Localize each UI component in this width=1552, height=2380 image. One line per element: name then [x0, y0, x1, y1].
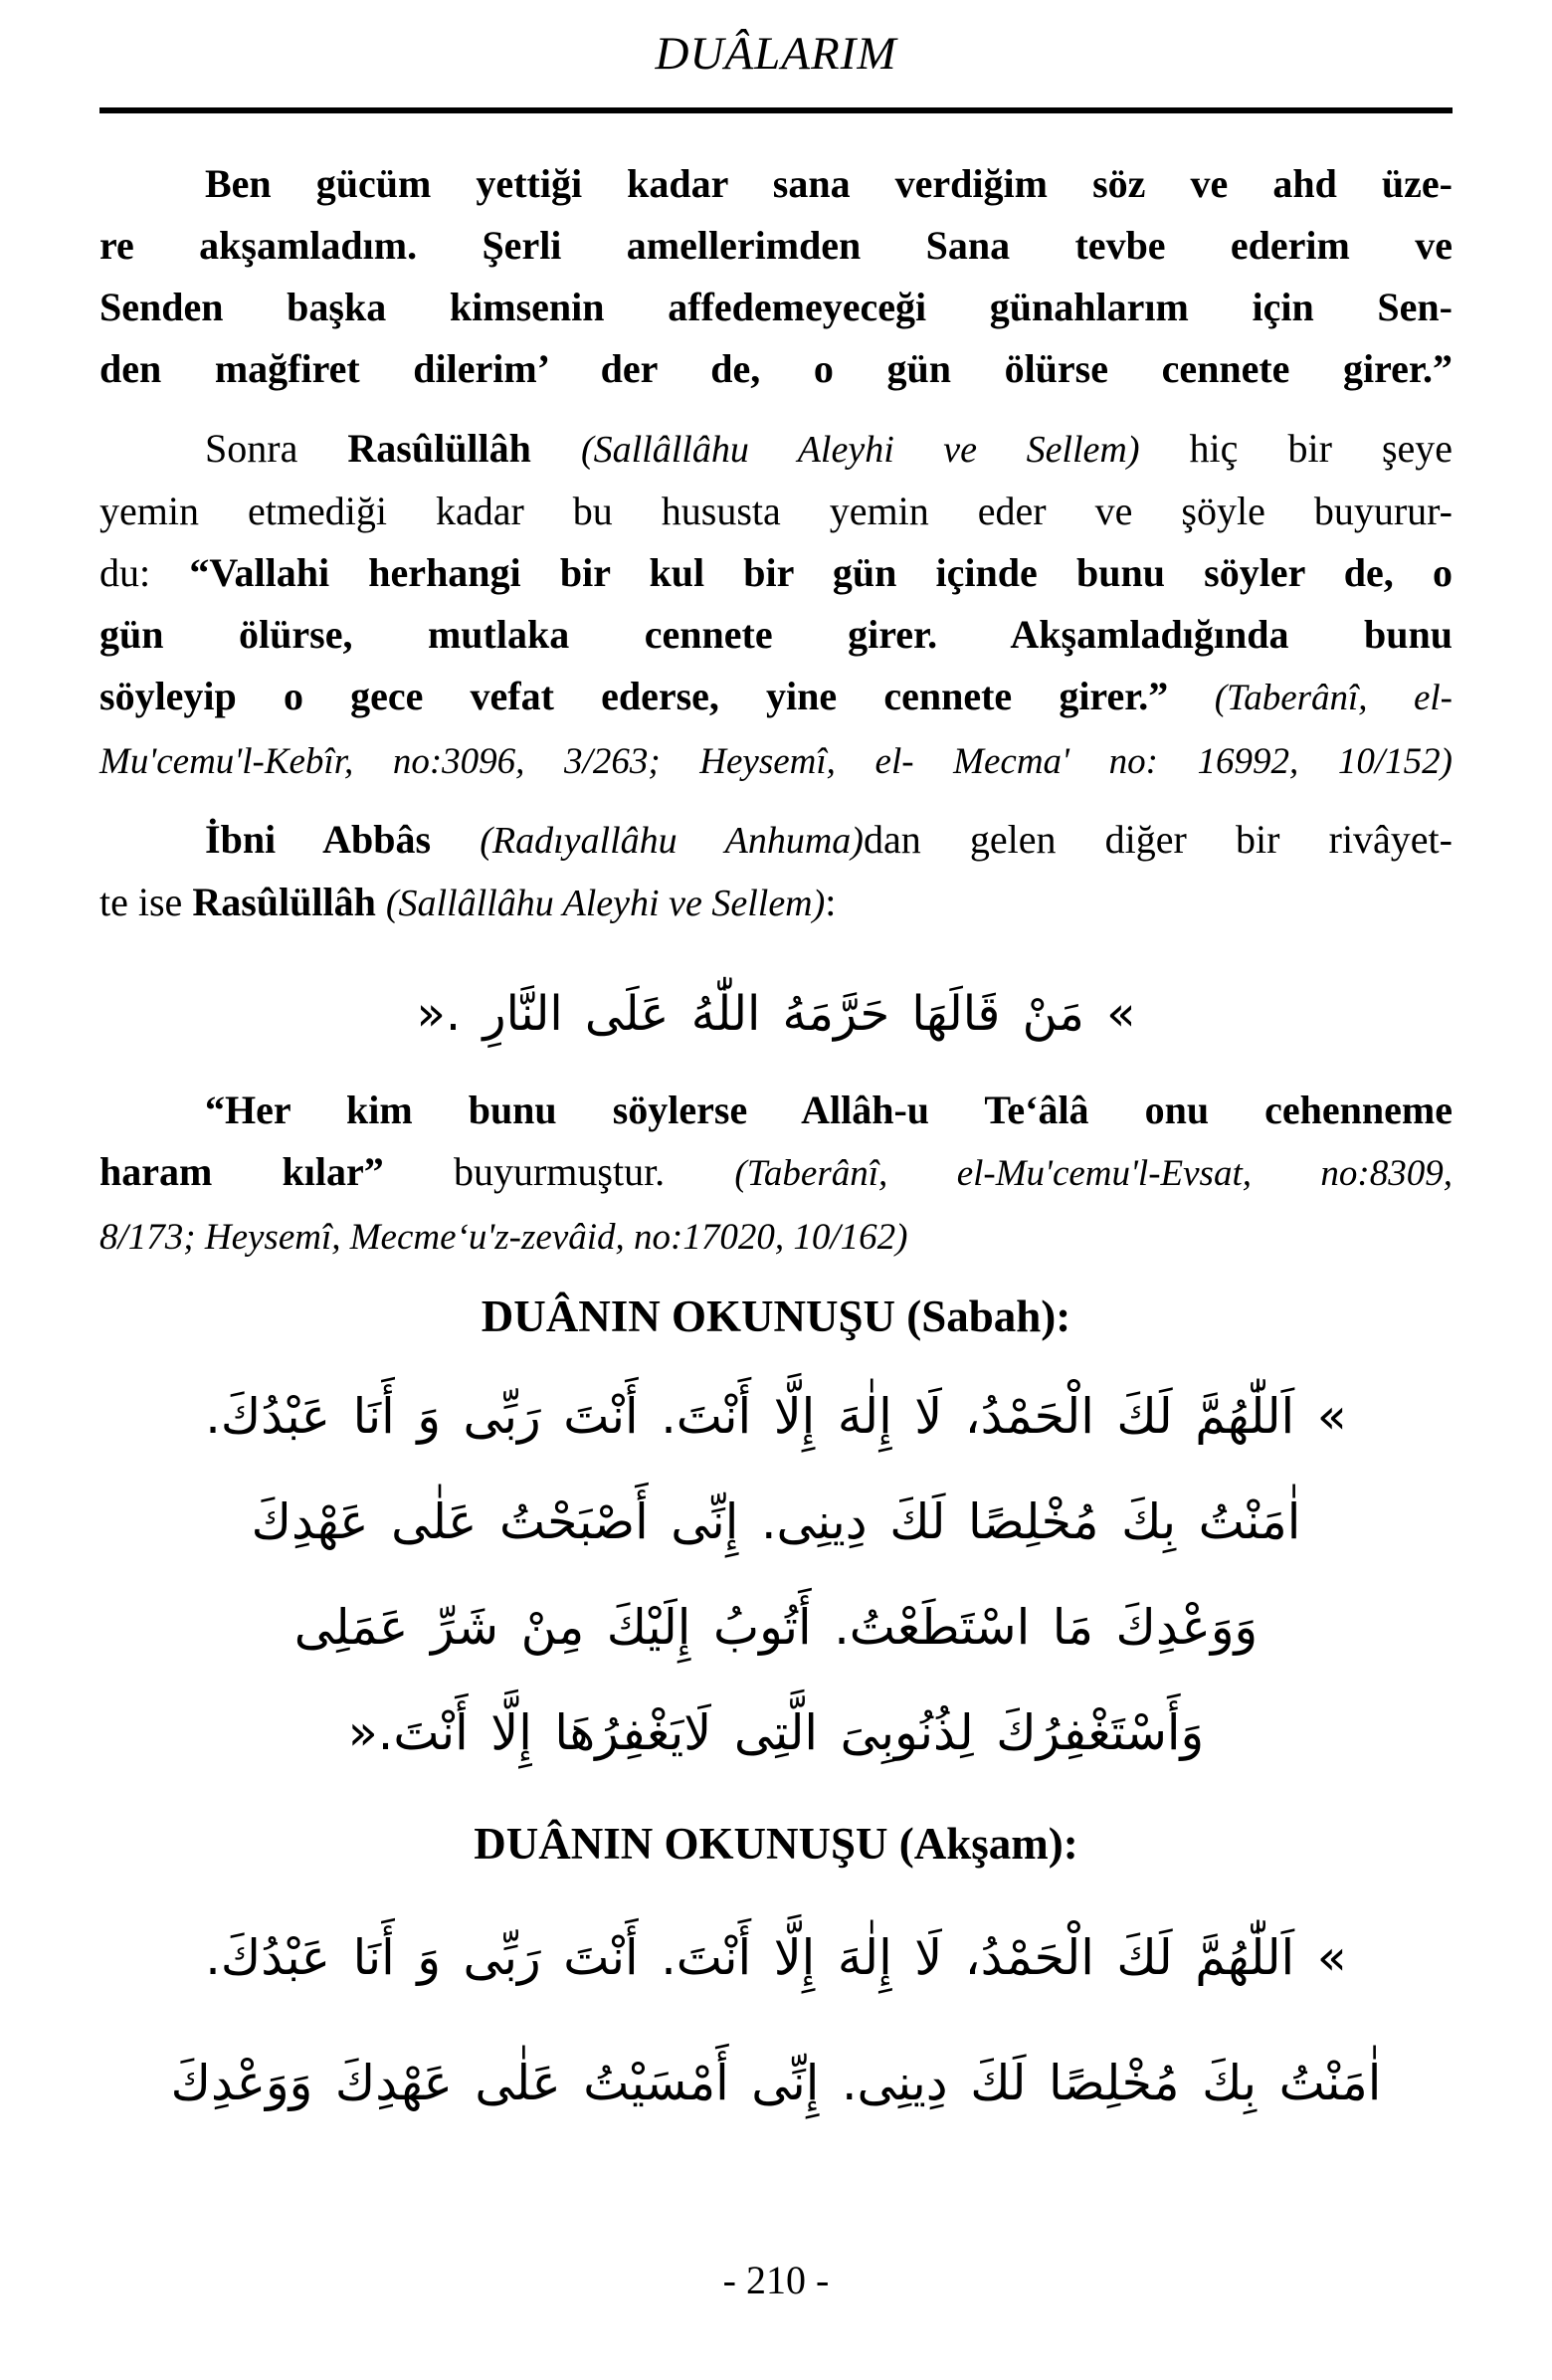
- text-run: (Sallâllâhu Aleyhi ve Sellem): [580, 429, 1140, 471]
- text-line: [99, 153, 1453, 215]
- text-run: yemin etmediği kadar bu hususta yemin eder ve şöyle buyurur-: [99, 489, 1453, 533]
- text-line: [99, 666, 1453, 729]
- text-line: [99, 481, 1453, 542]
- text-run: İbni Abbâs: [205, 817, 481, 862]
- arabic-prayer-sabah: [99, 1364, 1453, 1786]
- arabic-line: وَأَسْتَغْفِرُكَ لِذُنُوبِىَ الَّتِى لَايَغْفِرُهَا إِلَّا أَنْتَ.«: [347, 1704, 1205, 1761]
- text-run: (Taberânî, el-: [1168, 678, 1453, 718]
- text-run: söyleyip o gece vefat ederse, yine cennete girer.”: [99, 674, 1169, 718]
- text-run: hiç bir şeye: [1139, 426, 1454, 471]
- arabic-line: اٰمَنْتُ بِكَ مُخْلِصًا لَكَ دِينِى. إِنِّى أَصْبَحْتُ عَلٰى عَهْدِكَ: [251, 1493, 1301, 1550]
- text-line: [99, 1141, 1453, 1205]
- text-line: [99, 215, 1453, 277]
- text-line: [99, 542, 1453, 604]
- arabic-line: وَوَعْدِكَ مَا اسْتَطَعْتُ. أَتُوبُ إِلَيْكَ مِنْ شَرِّ عَمَلِى: [293, 1599, 1259, 1656]
- page-number: - 210 -: [722, 2258, 830, 2302]
- arabic-line: » اَللّٰهُمَّ لَكَ الْحَمْدُ، لَا إِلٰهَ إِلَّا أَنْتَ. أَنْتَ رَبِّى وَ أَنَا عَبْدُكَ.: [205, 1929, 1347, 1986]
- text-run: Senden başka kimsenin affedemeyeceği günahlarım için Sen-: [99, 285, 1453, 329]
- text-line: [99, 729, 1453, 793]
- text-run: (Taberânî, el-Mu'cemu'l-Evsat, no:8309,: [734, 1153, 1454, 1194]
- text-run: te ise: [99, 880, 193, 924]
- text-line: [99, 277, 1453, 338]
- text-line: [99, 872, 1453, 934]
- text-run: Ben gücüm yettiği kadar sana verdiğim söz ve ahd üze-: [205, 161, 1453, 206]
- text-run: Mu'cemu'l-Kebîr, no:3096, 3/263; Heysemî, el- Mecma' no: 16992, 10/152): [99, 741, 1453, 782]
- text-line: [99, 338, 1453, 400]
- text-run: “Her kim bunu söylerse Allâh-u Te‘âlâ onu cehenneme: [205, 1088, 1453, 1132]
- paragraph-intro: [99, 153, 1453, 400]
- arabic-line: » اَللّٰهُمَّ لَكَ الْحَمْدُ، لَا إِلٰهَ إِلَّا أَنْتَ. أَنْتَ رَبِّى وَ أَنَا عَبْدُكَ.: [205, 1388, 1347, 1445]
- text-run: (Sallâllâhu Aleyhi ve Sellem): [385, 883, 826, 924]
- text-run: (Radıyallâhu Anhuma): [480, 820, 864, 862]
- paragraph-ibni-abbas: [99, 809, 1453, 934]
- text-run: Rasûlüllâh: [192, 880, 386, 924]
- text-line: [99, 809, 1453, 872]
- text-line: [99, 418, 1453, 481]
- text-run: “Vallahi herhangi bir kul bir gün içinde bunu söyler de, o: [189, 550, 1453, 595]
- text-run: Rasûlüllâh: [347, 426, 581, 471]
- section-heading-sabah: DUÂNIN OKUNUŞU (Sabah):: [481, 1291, 1071, 1341]
- text-run: haram kılar”: [99, 1149, 384, 1194]
- text-run: Sonra: [205, 426, 348, 471]
- text-line: [99, 604, 1453, 666]
- page-title: DUÂLARIM: [655, 28, 897, 80]
- arabic-prayer-aksam: [99, 1895, 1453, 2146]
- paragraph-translation: [99, 1080, 1453, 1269]
- text-run: buyurmuştur.: [383, 1149, 735, 1194]
- text-run: 8/173; Heysemî, Mecme‘u'z-zevâid, no:17020, 10/162): [99, 1217, 908, 1258]
- text-run: dan gelen diğer bir rivâyet-: [863, 817, 1453, 862]
- arabic-hadith-line: » مَنْ قَالَهَا حَرَّمَهُ اللّٰهُ عَلَى النَّارِ .«: [416, 986, 1136, 1042]
- text-run: gün ölürse, mutlaka cennete girer. Akşamladığında bunu: [99, 612, 1453, 657]
- divider-rule: [99, 107, 1453, 113]
- paragraph-hadith-narration: [99, 418, 1453, 793]
- text-run: den mağfiret dilerim’ der de, o gün ölürse cennete girer.”: [99, 346, 1453, 391]
- text-run: re akşamladım. Şerli amellerimden Sana tevbe ederim ve: [99, 223, 1453, 268]
- text-run: du:: [99, 550, 190, 595]
- arabic-line: اٰمَنْتُ بِكَ مُخْلِصًا لَكَ دِينِى. إِنِّى أَمْسَيْتُ عَلٰى عَهْدِكَ وَوَعْدِكَ: [170, 2055, 1382, 2111]
- text-run: :: [825, 880, 837, 924]
- section-heading-aksam: DUÂNIN OKUNUŞU (Akşam):: [474, 1819, 1078, 1869]
- text-line: [99, 1080, 1453, 1141]
- text-line: [99, 1205, 1453, 1269]
